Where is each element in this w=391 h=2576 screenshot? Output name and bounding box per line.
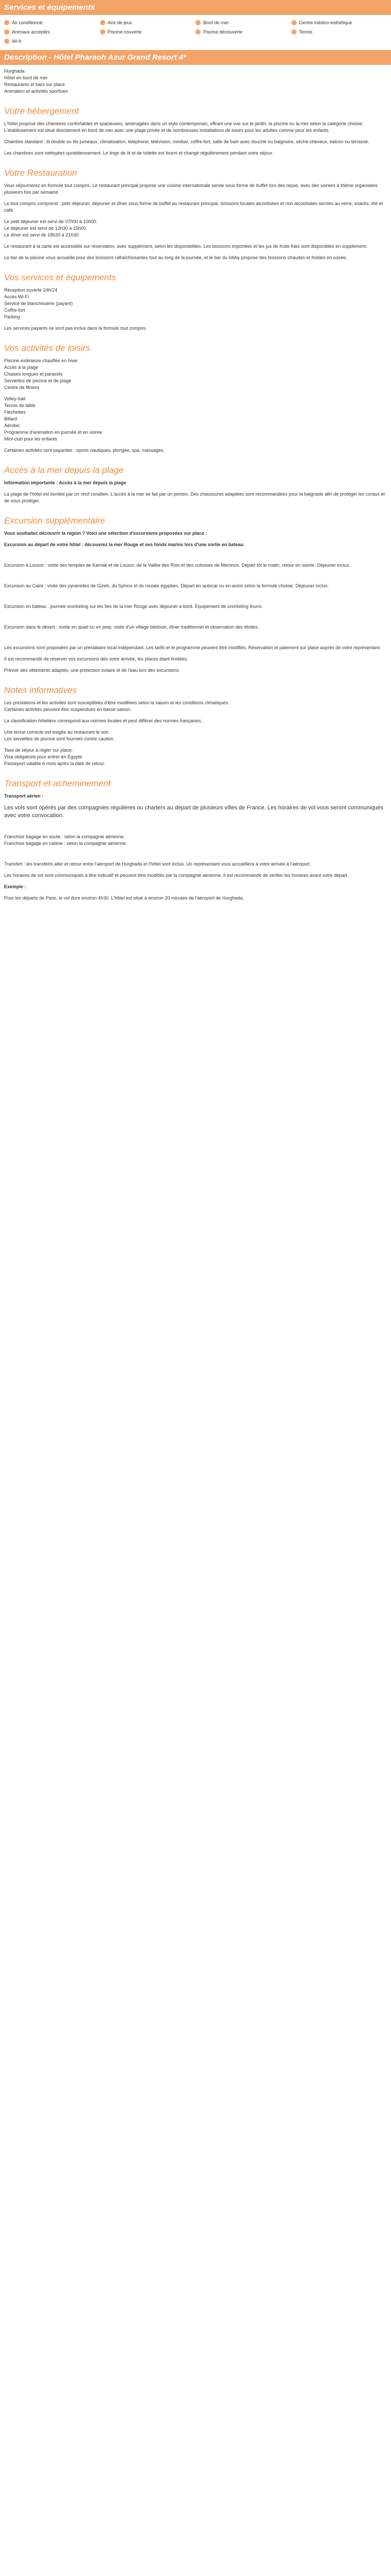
plage-important: Information importante : Accès à la mer depuis la plage [4, 480, 126, 485]
page [0, 0, 391, 927]
restauration-hours: Le petit déjeuner est servi de 07h00 à 10h00. Le déjeuner est servi de 12h30 à 15h00. Le dîner est servi de 18h30 à 21h30. [4, 219, 97, 238]
excursions-text: Il est recommandé de réserver vos excursions dès votre arrivée, les places étant limitées. [4, 656, 188, 662]
hebergement-heading: Votre hébergement [4, 106, 79, 116]
transport-baggage: Franchise bagage en soute : selon la compagnie aérienne. Franchise bagage en cabine : selon la compagnie aérienne. [4, 834, 127, 846]
services-note: Les services payants ne sont pas inclus dans la formule tout compris. [4, 326, 147, 331]
indoor-pool-icon [100, 29, 105, 35]
notes-text: La classification hôtelière correspond aux normes locales et peut différer des normes françaises. [4, 718, 203, 723]
excursions-text: Excursion dans le désert : sortie en quad ou en jeep, visite d'un village bédouin, dîner traditionnel et observation des étoiles. [4, 624, 259, 630]
excursions-text: Excursion en bateau : journée snorkeling sur les îles de la mer Rouge avec déjeuner à bord. Équipement de snorkeling fourni. [4, 604, 263, 609]
excursions-text: Prévoir des vêtements adaptés, une protection solaire et de l'eau lors des excursions. [4, 668, 180, 673]
plage-text: La plage de l'hôtel est bordée par un récif corallien. L'accès à la mer se fait par un ponton. Des chaussures adaptées sont recommandées pour la baignade afin de protéger les coraux et de vous protéger. [4, 492, 385, 503]
notes-text: Une tenue correcte est exigée au restaurant le soir. Les serviettes de piscine sont fournies contre caution. [4, 730, 115, 741]
services-list: Réception ouverte 24h/24 Accès Wi-Fi Service de blanchisserie (payant) Coffre-fort Parking [4, 287, 73, 319]
services-section-heading: Vos services et équipements [4, 273, 116, 282]
amenity-air-conditioning [4, 20, 100, 25]
amenity-wifi [4, 39, 100, 44]
activites-heading: Vos activités de loisirs [4, 343, 90, 353]
amenity-spa [291, 20, 387, 25]
playground-icon [100, 20, 105, 25]
activites-note: Certaines activités sont payantes : sports nautiques, plongée, spa, massages. [4, 448, 165, 453]
excursions-intro: Vous souhaitez découvrir la région ? Voici une sélection d'excursions proposées sur place : [4, 531, 207, 536]
transport-text: Les vols sont opérés par des compagnies régulières ou charters au départ de plusieurs villes de France. Les horaires de vol vous seront communiqués avec votre convocation. [4, 805, 383, 819]
excursions-heading: Excursion supplémentaire [4, 516, 105, 526]
restauration-text: Le restaurant à la carte est accessible sur réservation, avec supplément, selon les disponibilités. Les boissons importées et les jus de fruits frais sont disponibles en supplément. [4, 244, 367, 249]
wifi-icon [4, 39, 9, 44]
services-heading: Services et équipements [0, 0, 391, 15]
transport-example-label: Exemple : [4, 884, 26, 889]
amenity-label: Tennis [299, 29, 313, 35]
amenity-label: Aire de jeux [107, 20, 133, 25]
excursions-text: Les excursions sont proposées par un prestataire local indépendant. Les tarifs et le programme peuvent être modifiés. Réservation et paiement sur place auprès de votre représentant. [4, 645, 381, 650]
excursions-text: Excursion au Caire : visite des pyramides de Gizeh, du Sphinx et du musée égyptien. Départ en autocar ou en avion selon la formule choisie. Déjeuner inclus. [4, 583, 329, 588]
transport-transfer: Transfert : les transferts aller et retour entre l'aéroport de Hurghada et l'hôtel sont inclus. Un représentant vous accueillera à votre arrivée à l'aéroport. [4, 861, 311, 867]
tennis-icon [291, 29, 297, 35]
notes-text: Taxe de séjour à régler sur place. Visa obligatoire pour entrer en Égypte. Passeport valable 6 mois après la date de retour. [4, 748, 105, 766]
plage-heading: Accès à la mer depuis la plage [4, 465, 124, 475]
transport-text: Les horaires de vol sont communiqués à titre indicatif et peuvent être modifiés par la compagnie aérienne. Il est recommandé de vérifier les horaires avant votre départ. [4, 873, 349, 878]
amenity-tennis [291, 29, 387, 35]
transport-heading: Transport et acheminement [4, 778, 111, 788]
description-content [0, 65, 391, 927]
amenity-label: Piscine couverte [107, 29, 142, 35]
activites-list: Piscine extérieure chauffée en hiver Accès à la plage Chaises longues et parasols Serviettes de piscine et de plage Centre de fitness [4, 358, 78, 390]
outdoor-pool-icon [196, 29, 201, 35]
description-intro: Hurghada Hôtel en bord de mer Restaurants et bars sur place Animation et activités sportives [4, 69, 68, 94]
hebergement-text: Les chambres sont nettoyées quotidiennement. Le linge de lit et de toilette est fourni et changé régulièrement pendant votre séjour. [4, 150, 273, 156]
transport-text: Pour les départs de Paris, le vol dure environ 4h30. L'hôtel est situé à environ 20 minutes de l'aéroport de Hurghada. [4, 895, 244, 901]
restauration-text: Le tout compris comprend : petit déjeuner, déjeuner et dîner sous forme de buffet au restaurant principal, boissons locales alcoolisées et non alcoolisées servies au verre, snacks, thé et café. [4, 201, 383, 213]
transport-subheading: Transport aérien : [4, 793, 44, 799]
amenities-grid [0, 15, 391, 50]
spa-icon [291, 20, 297, 25]
activites-list: Volley-ball Tennis de table Fléchettes Billard Aérobic Programme d'animation en journée et en soirée Mini-club pour les enfants [4, 396, 102, 442]
amenity-label: Animaux acceptés [12, 29, 50, 35]
amenity-label: Piscine découverte [203, 29, 243, 35]
amenity-label: Bord de mer [203, 20, 229, 25]
air-conditioning-icon [4, 20, 9, 25]
hebergement-text: Chambre standard : lit double ou lits jumeaux, climatisation, téléphone, télévision, minibar, coffre-fort, salle de bain avec douche ou baignoire, sèche-cheveux, balcon ou terrasse. [4, 139, 369, 144]
amenity-label: Wi-fi [12, 39, 21, 44]
restauration-text: Vous séjournerez en formule tout compris. Le restaurant principal propose une cuisine internationale servie sous forme de buffet lors des repas, avec des soirées à thème organisées plusieurs fois par semaine. [4, 183, 378, 195]
restauration-heading: Votre Restauration [4, 168, 77, 178]
restauration-text: Le bar de la piscine vous accueille pour des boissons rafraîchissantes tout au long de la journée, et le bar du lobby propose des boissons chaudes et froides en soirée. [4, 255, 347, 260]
notes-text: Les prestations et les activités sont susceptibles d'être modifiées selon la saison et les conditions climatiques. Certaines activités peuvent être suspendues en basse saison. [4, 700, 230, 712]
hebergement-text: L'hôtel propose des chambres confortables et spacieuses, aménagées dans un style contemporain, offrant une vue sur le jardin, la piscine ou la mer selon la catégorie choisie. L'établissement est situé directement en bord de mer avec une plage privée et de nombreuses installations de loisirs pour les adultes comme pour les enfants. [4, 121, 364, 133]
amenity-pets [4, 29, 100, 35]
amenity-playground [100, 20, 196, 25]
amenity-label: Centre médico-esthétique [299, 20, 352, 25]
excursions-text: Excursion au départ de votre hôtel : découvrez la mer Rouge et ses fonds marins lors d'une sortie en bateau. [4, 542, 245, 547]
amenity-outdoor-pool [196, 29, 291, 35]
pet-icon [4, 29, 9, 35]
amenity-label: Air conditionné [12, 20, 43, 25]
seaside-icon [196, 20, 201, 25]
excursions-text: Excursion à Louxor : visite des temples de Karnak et de Louxor, de la Vallée des Rois et des colosses de Memnon. Départ tôt le matin, retour en soirée. Déjeuner inclus. [4, 563, 351, 568]
notes-heading: Notes informatives [4, 685, 77, 695]
description-heading: Description - Hôtel Pharaoh Azur Grand Resort 4* [0, 50, 391, 65]
amenity-indoor-pool [100, 29, 196, 35]
amenity-seaside [196, 20, 291, 25]
